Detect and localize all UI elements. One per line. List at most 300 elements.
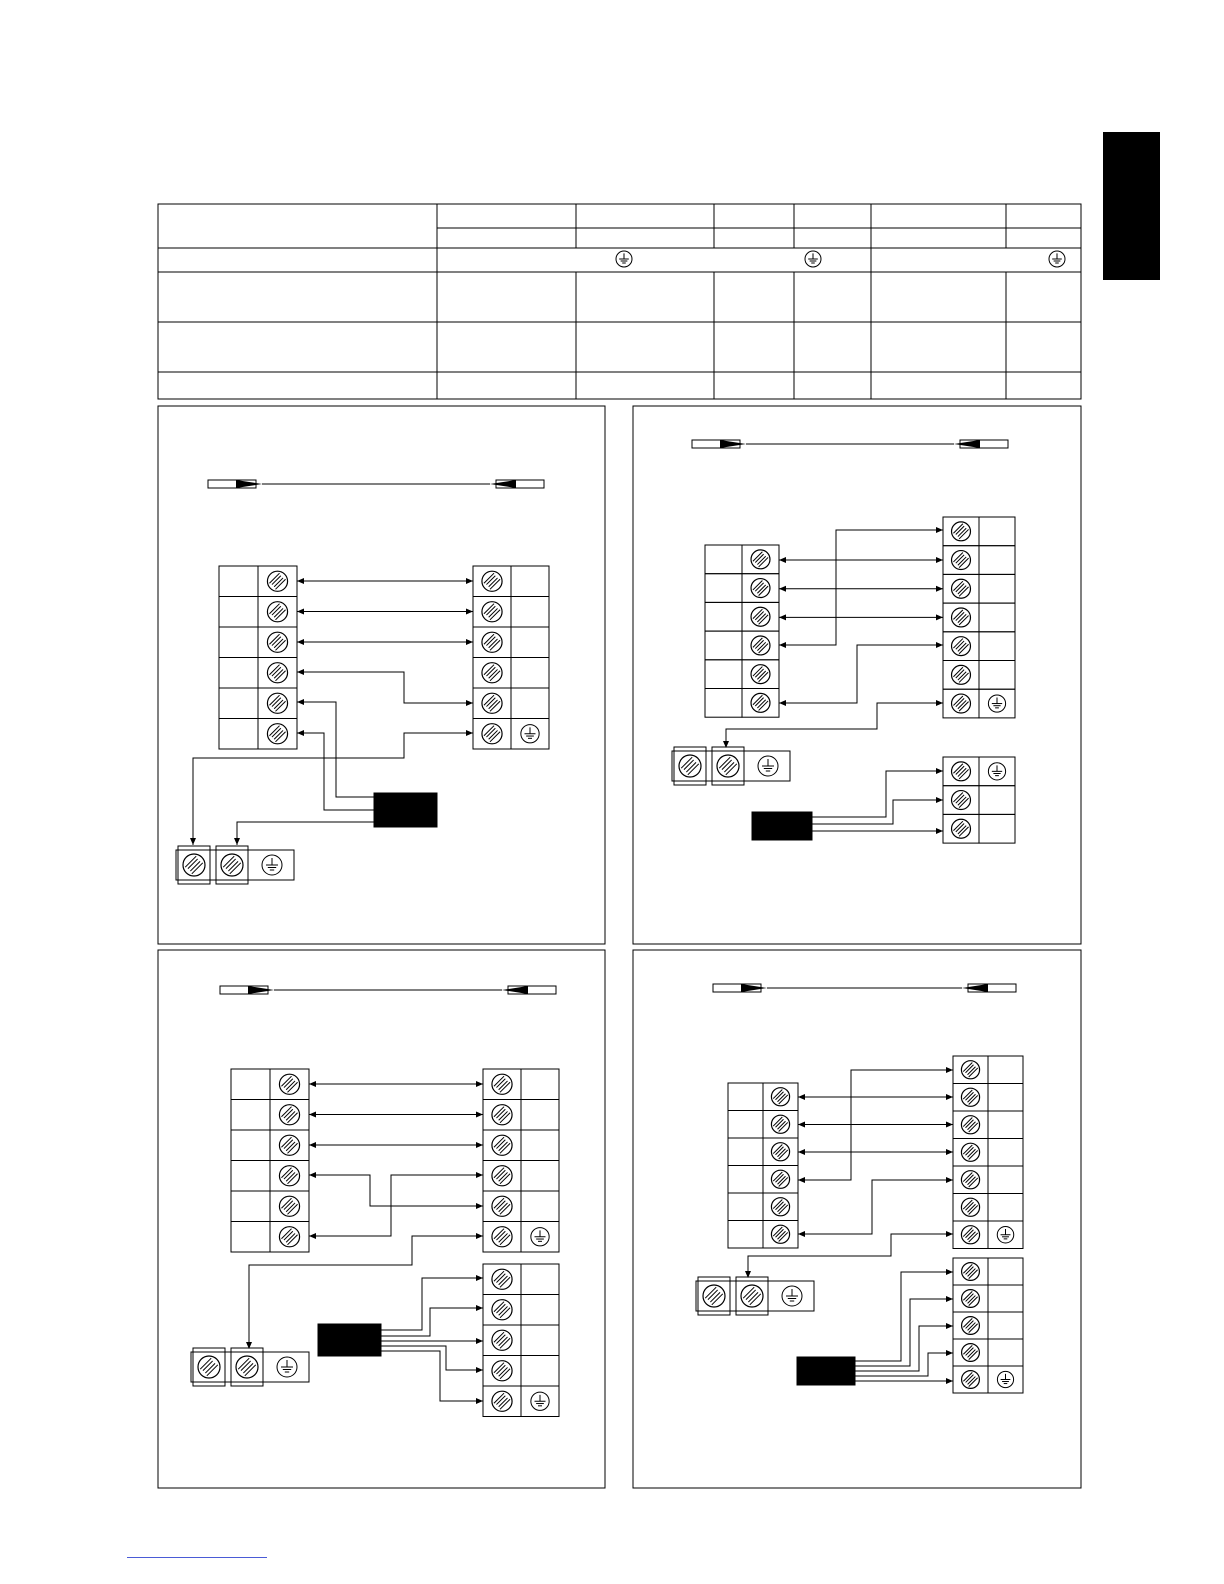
screw-terminal-icon [482, 693, 502, 713]
arrow-head [476, 1275, 483, 1281]
screw-terminal-icon [771, 1143, 789, 1161]
wire [381, 1346, 483, 1370]
screw-terminal-icon [267, 571, 287, 591]
screw-head [771, 1225, 789, 1243]
arrow-head [476, 1142, 483, 1148]
arrow-head [946, 1269, 953, 1275]
arrow-head [466, 609, 473, 615]
terminal-label-cell [705, 689, 742, 718]
screw-head [751, 550, 770, 569]
screw-head [221, 854, 243, 876]
outdoor-terminal-block [473, 566, 549, 749]
screw-terminal-icon [492, 1196, 512, 1216]
arrow-head [297, 578, 304, 584]
screw-terminal-icon [952, 522, 971, 541]
wiring-diagram-bottom-right [633, 950, 1081, 1488]
screw-head [952, 665, 971, 684]
arrow-head [190, 838, 196, 845]
arrow-head [466, 639, 473, 645]
arrow-head [936, 828, 943, 834]
panel-frame [158, 950, 605, 1488]
screw-terminal-icon [961, 1226, 979, 1244]
screw-terminal-icon [961, 1061, 979, 1079]
screw-terminal-icon [492, 1227, 512, 1247]
arrow-head [936, 642, 943, 648]
screw-terminal-icon [198, 1356, 220, 1378]
screw-terminal-icon [279, 1074, 299, 1094]
screw-terminal-icon [267, 663, 287, 683]
screw-head [267, 632, 287, 652]
spec-table [158, 204, 1081, 399]
screw-terminal-icon [771, 1170, 789, 1188]
earth-ground-icon [521, 725, 539, 743]
wiring-diagram-top-left [158, 406, 605, 944]
screw-head [279, 1227, 299, 1247]
screw-head [492, 1391, 512, 1411]
arrow-head [297, 609, 304, 615]
terminal-label-cell [979, 661, 1015, 690]
screw-terminal-icon [267, 693, 287, 713]
double-arrow-icon [692, 440, 1008, 448]
screw-terminal-icon [962, 1263, 980, 1281]
terminal-label-cell [521, 1325, 559, 1356]
arrow-head [476, 1203, 483, 1209]
screw-head [198, 1356, 220, 1378]
terminal-label-cell [728, 1083, 763, 1111]
screw-terminal-icon [279, 1196, 299, 1216]
screw-terminal-icon [492, 1361, 512, 1381]
arrow-head [936, 700, 943, 706]
screw-terminal-icon [961, 1088, 979, 1106]
double-arrow-icon [220, 986, 556, 994]
ground-terminal-bar [672, 747, 790, 785]
table-frame [158, 204, 1081, 399]
screw-terminal-icon [267, 632, 287, 652]
screw-head [771, 1115, 789, 1133]
arrow-head [297, 699, 304, 705]
arrow-head [309, 1142, 316, 1148]
screw-head [267, 571, 287, 591]
screw-head [952, 791, 971, 810]
terminal-label-cell [728, 1111, 763, 1139]
screw-head [962, 1290, 980, 1308]
terminal-label-cell [511, 627, 549, 658]
screw-terminal-icon [267, 602, 287, 622]
wire [381, 1351, 483, 1401]
terminal-label-cell [231, 1191, 270, 1222]
screw-head [952, 762, 971, 781]
terminal-label-cell [979, 786, 1015, 815]
control-unit-block [797, 1357, 855, 1385]
arrow-head [946, 1231, 953, 1237]
terminal-label-cell [231, 1222, 270, 1253]
screw-terminal-icon [279, 1135, 299, 1155]
screw-terminal-icon [952, 608, 971, 627]
arrow-head [946, 1122, 953, 1128]
screw-head [751, 607, 770, 626]
control-unit-block [374, 793, 437, 827]
wire [855, 1353, 953, 1376]
arrow-head [946, 1149, 953, 1155]
screw-head [492, 1074, 512, 1094]
screw-terminal-icon [961, 1171, 979, 1189]
screw-terminal-icon [236, 1356, 258, 1378]
wire [381, 1278, 483, 1330]
arrow-head [946, 1378, 953, 1384]
screw-head [279, 1166, 299, 1186]
screw-head [482, 571, 502, 591]
arrow-head [779, 700, 786, 706]
screw-head [236, 1356, 258, 1378]
screw-terminal-icon [482, 602, 502, 622]
terminal-label-cell [988, 1166, 1023, 1194]
terminal-label-cell [521, 1295, 559, 1326]
arrow-head [798, 1177, 805, 1183]
screw-head [961, 1061, 979, 1079]
screw-head [961, 1226, 979, 1244]
screw-terminal-icon [952, 637, 971, 656]
terminal-label-cell [511, 658, 549, 689]
screw-head [267, 602, 287, 622]
screw-terminal-icon [771, 1115, 789, 1133]
screw-head [492, 1227, 512, 1247]
screw-head [279, 1105, 299, 1125]
screw-terminal-icon [492, 1269, 512, 1289]
arrow-head [798, 1149, 805, 1155]
screw-head [952, 522, 971, 541]
screw-head [771, 1170, 789, 1188]
screw-head [751, 665, 770, 684]
terminal-label-cell [728, 1193, 763, 1221]
earth-ground-icon [531, 1228, 549, 1246]
screw-head [482, 663, 502, 683]
terminal-label-cell [219, 566, 258, 597]
screw-terminal-icon [482, 571, 502, 591]
earth-ground-icon [997, 1371, 1013, 1387]
earth-ground-icon [1049, 251, 1065, 267]
screw-terminal-icon [952, 791, 971, 810]
wire [812, 771, 943, 817]
screw-head [492, 1300, 512, 1320]
terminal-label-cell [521, 1100, 559, 1131]
screw-terminal-icon [279, 1166, 299, 1186]
screw-head [771, 1198, 789, 1216]
ground-terminal-bar [191, 1348, 309, 1386]
arrow-head [297, 639, 304, 645]
screw-terminal-icon [741, 1285, 763, 1307]
screw-head [952, 608, 971, 627]
screw-terminal-icon [492, 1074, 512, 1094]
screw-head [492, 1269, 512, 1289]
arrow-head [476, 1398, 483, 1404]
screw-terminal-icon [492, 1166, 512, 1186]
panel-frame [633, 950, 1081, 1488]
terminal-label-cell [728, 1138, 763, 1166]
screw-terminal-icon [482, 724, 502, 744]
ground-terminal-bar [176, 846, 294, 884]
screw-terminal-icon [482, 663, 502, 683]
screw-head [751, 636, 770, 655]
terminal-label-cell [705, 631, 742, 660]
wire [381, 1308, 483, 1336]
terminal-label-cell [988, 1194, 1023, 1222]
terminal-label-cell [219, 719, 258, 750]
terminal-label-cell [511, 566, 549, 597]
terminal-label-cell [511, 688, 549, 719]
terminal-label-cell [988, 1258, 1023, 1285]
wire [855, 1272, 953, 1361]
footer-link-underline[interactable] [127, 1557, 267, 1558]
screw-head [717, 755, 739, 777]
arrow-head [779, 614, 786, 620]
wire [297, 702, 374, 797]
arrow-head [476, 1305, 483, 1311]
screw-head [703, 1285, 725, 1307]
screw-terminal-icon [267, 724, 287, 744]
outdoor-terminal-block [953, 1056, 1023, 1249]
screw-head [492, 1105, 512, 1125]
remote-terminal-block [953, 1258, 1023, 1393]
screw-terminal-icon [751, 579, 770, 598]
terminal-label-cell [988, 1056, 1023, 1084]
screw-head [492, 1361, 512, 1381]
arrow-head [476, 1233, 483, 1239]
terminal-label-cell [988, 1339, 1023, 1366]
screw-terminal-icon [771, 1225, 789, 1243]
arrow-head [779, 557, 786, 563]
arrow-head [936, 557, 943, 563]
screw-terminal-icon [183, 854, 205, 876]
arrow-head [476, 1367, 483, 1373]
arrow-head [936, 527, 943, 533]
indoor-terminal-block [219, 566, 297, 749]
earth-ground-icon [805, 251, 821, 267]
arrow-head [946, 1323, 953, 1329]
arrow-head [466, 700, 473, 706]
screw-terminal-icon [751, 665, 770, 684]
arrow-head [798, 1094, 805, 1100]
screw-head [952, 637, 971, 656]
screw-head [183, 854, 205, 876]
arrow-head [309, 1112, 316, 1118]
terminal-label-cell [988, 1285, 1023, 1312]
arrow-head [476, 1081, 483, 1087]
screw-head [741, 1285, 763, 1307]
screw-terminal-icon [751, 607, 770, 626]
terminal-label-cell [979, 814, 1015, 843]
arrow-head [309, 1081, 316, 1087]
screw-terminal-icon [679, 755, 701, 777]
screw-head [961, 1143, 979, 1161]
screw-terminal-icon [492, 1135, 512, 1155]
arrow-head [466, 730, 473, 736]
remote-terminal-block [483, 1264, 559, 1417]
terminal-label-cell [728, 1221, 763, 1249]
screw-head [962, 1263, 980, 1281]
earth-ground-icon [997, 1227, 1014, 1244]
screw-head [267, 693, 287, 713]
control-unit-block [318, 1324, 381, 1356]
screw-terminal-icon [751, 550, 770, 569]
screw-head [962, 1344, 980, 1362]
arrow-head [234, 838, 240, 845]
arrow-head [779, 586, 786, 592]
screw-terminal-icon [492, 1105, 512, 1125]
wire [798, 1180, 953, 1234]
screw-head [679, 755, 701, 777]
wire [237, 822, 374, 845]
arrow-head [798, 1122, 805, 1128]
screw-head [952, 551, 971, 570]
screw-terminal-icon [952, 694, 971, 713]
indoor-terminal-block [728, 1083, 798, 1248]
screw-head [962, 1371, 980, 1389]
screw-terminal-icon [492, 1300, 512, 1320]
indoor-terminal-block [231, 1069, 309, 1252]
arrow-head [936, 797, 943, 803]
terminal-label-cell [979, 603, 1015, 632]
indoor-terminal-block [705, 545, 779, 717]
arrow-head [309, 1172, 316, 1178]
screw-head [279, 1135, 299, 1155]
screw-head [492, 1196, 512, 1216]
screw-terminal-icon [279, 1105, 299, 1125]
terminal-label-cell [705, 660, 742, 689]
terminal-label-cell [219, 627, 258, 658]
arrow-head [297, 730, 304, 736]
earth-ground-icon [988, 763, 1005, 780]
arrow-head [466, 578, 473, 584]
terminal-label-cell [219, 658, 258, 689]
screw-terminal-icon [492, 1330, 512, 1350]
terminal-label-cell [705, 545, 742, 574]
screw-head [751, 579, 770, 598]
screw-terminal-icon [952, 819, 971, 838]
earth-ground-icon [758, 756, 778, 776]
screw-terminal-icon [961, 1198, 979, 1216]
arrow-head [798, 1231, 805, 1237]
screw-head [771, 1143, 789, 1161]
terminal-label-cell [521, 1161, 559, 1192]
screw-terminal-icon [482, 632, 502, 652]
screw-terminal-icon [952, 762, 971, 781]
screw-terminal-icon [492, 1391, 512, 1411]
screw-head [492, 1135, 512, 1155]
screw-head [961, 1088, 979, 1106]
screw-terminal-icon [751, 693, 770, 712]
screw-head [952, 819, 971, 838]
screw-head [267, 663, 287, 683]
screw-terminal-icon [771, 1198, 789, 1216]
wiring-diagram-bottom-left [158, 950, 605, 1488]
arrow-head [476, 1112, 483, 1118]
arrow-head [946, 1067, 953, 1073]
wire [779, 530, 943, 645]
screw-head [961, 1116, 979, 1134]
terminal-label-cell [979, 574, 1015, 603]
terminal-label-cell [988, 1111, 1023, 1139]
terminal-label-cell [979, 517, 1015, 546]
terminal-label-cell [521, 1264, 559, 1295]
terminal-label-cell [231, 1161, 270, 1192]
screw-terminal-icon [961, 1143, 979, 1161]
screw-terminal-icon [952, 551, 971, 570]
screw-terminal-icon [751, 636, 770, 655]
terminal-label-cell [219, 688, 258, 719]
screw-terminal-icon [703, 1285, 725, 1307]
terminal-label-cell [988, 1139, 1023, 1167]
earth-ground-icon [988, 695, 1005, 712]
terminal-label-cell [231, 1069, 270, 1100]
terminal-label-cell [511, 597, 549, 628]
screw-terminal-icon [962, 1344, 980, 1362]
earth-ground-icon [531, 1392, 549, 1410]
screw-head [962, 1317, 980, 1335]
wiring-diagram-top-right [633, 406, 1081, 944]
double-arrow-icon [208, 480, 544, 488]
terminal-label-cell [219, 597, 258, 628]
wire [309, 1175, 483, 1206]
screw-head [952, 579, 971, 598]
terminal-label-cell [231, 1130, 270, 1161]
screw-head [482, 693, 502, 713]
screw-head [482, 724, 502, 744]
screw-terminal-icon [279, 1227, 299, 1247]
screw-head [492, 1330, 512, 1350]
screw-terminal-icon [221, 854, 243, 876]
outdoor-terminal-block [483, 1069, 559, 1252]
screw-head [482, 632, 502, 652]
screw-terminal-icon [952, 665, 971, 684]
arrow-head [476, 1172, 483, 1178]
earth-ground-icon [616, 251, 632, 267]
wire [779, 645, 943, 703]
wire [855, 1326, 953, 1371]
terminal-label-cell [231, 1100, 270, 1131]
screw-terminal-icon [962, 1317, 980, 1335]
terminal-label-cell [979, 546, 1015, 575]
arrow-head [297, 669, 304, 675]
arrow-head [946, 1296, 953, 1302]
earth-ground-icon [782, 1286, 802, 1306]
screw-head [751, 693, 770, 712]
terminal-label-cell [521, 1191, 559, 1222]
screw-head [267, 724, 287, 744]
screw-terminal-icon [962, 1290, 980, 1308]
arrow-head [309, 1233, 316, 1239]
arrow-head [476, 1338, 483, 1344]
screw-terminal-icon [952, 579, 971, 598]
terminal-label-cell [705, 602, 742, 631]
arrow-head [936, 586, 943, 592]
earth-ground-icon [262, 855, 282, 875]
screw-terminal-icon [962, 1371, 980, 1389]
terminal-label-cell [988, 1312, 1023, 1339]
terminal-label-cell [521, 1069, 559, 1100]
arrow-head [946, 1094, 953, 1100]
control-unit-block [752, 812, 812, 840]
wire [812, 800, 943, 824]
arrow-head [936, 768, 943, 774]
screw-head [961, 1171, 979, 1189]
terminal-label-cell [705, 574, 742, 603]
wire [855, 1299, 953, 1366]
arrow-head [946, 1177, 953, 1183]
screw-head [961, 1198, 979, 1216]
screw-terminal-icon [961, 1116, 979, 1134]
terminal-label-cell [728, 1166, 763, 1194]
arrow-head [946, 1350, 953, 1356]
